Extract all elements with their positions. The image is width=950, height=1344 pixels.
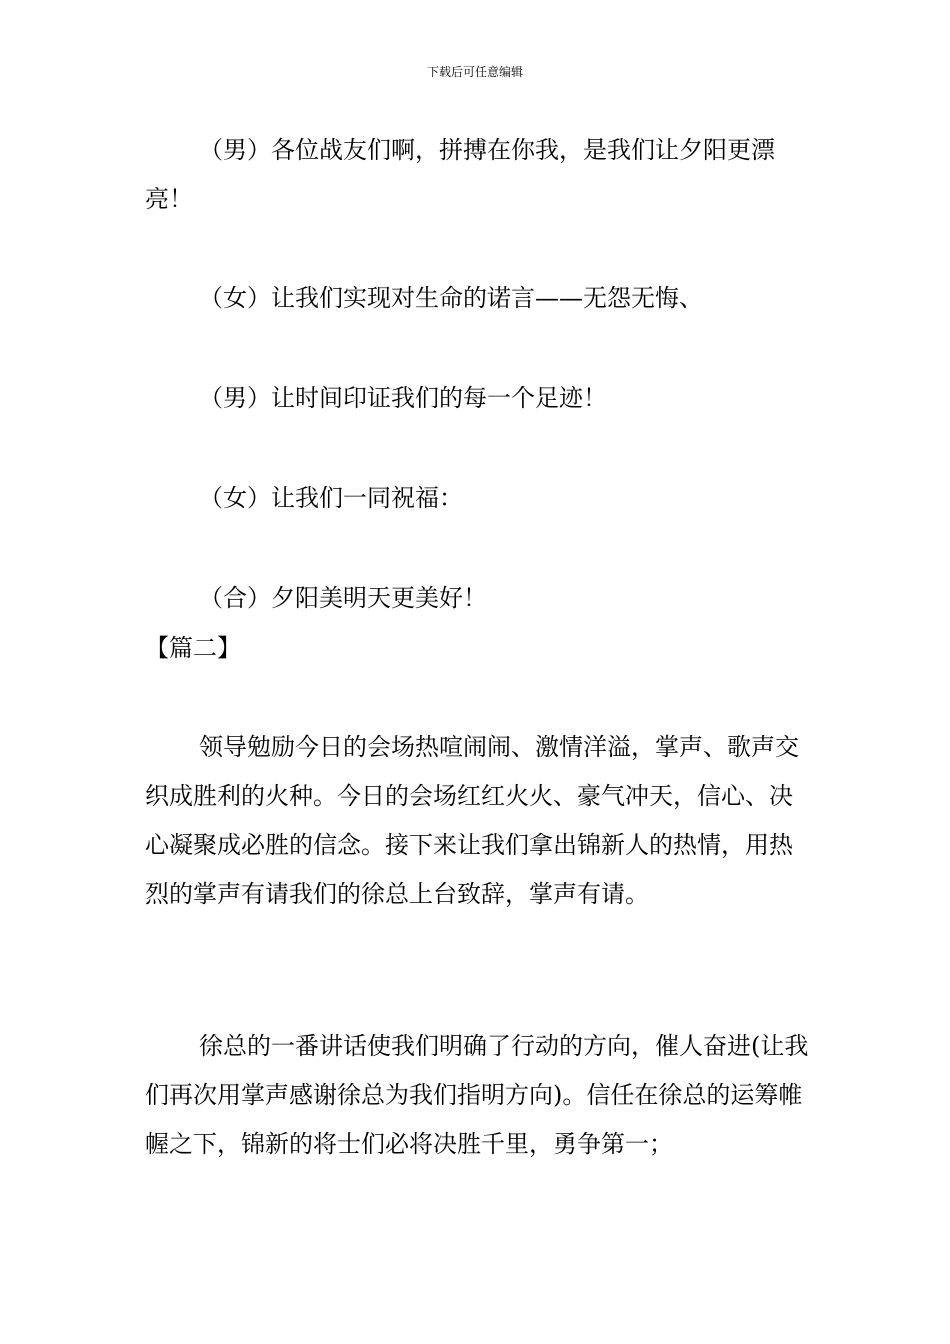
dialogue-line-female-2: （女）让我们一同祝福： <box>199 484 463 512</box>
dialogue-line-together: （合）夕阳美明天更美好！ <box>199 584 487 612</box>
dialogue-line-male-2: （男）让时间印证我们的每一个足迹！ <box>199 384 607 412</box>
section-title: 【篇二】 <box>145 634 241 662</box>
paragraph-xu-speech: 徐总的一番讲话使我们明确了行动的方向，催人奋进(让我们再次用掌声感谢徐总为我们指明方向)。信任在徐总的运筹帷幄之下，锦新的将士们必将决胜千里，勇争第一； <box>145 1032 809 1158</box>
paragraph-leader-speech: 领导勉励今日的会场热喧闹闹、激情洋溢，掌声、歌声交织成胜利的火种。今日的会场红红火火、豪气冲天，信心、决心凝聚成必胜的信念。接下来让我们拿出锦新人的热情，用热烈的掌声有请我们的徐总上台致辞，掌声有请。 <box>145 733 799 908</box>
dialogue-line-male-1: （男）各位战友们啊，拼搏在你我，是我们让夕阳更漂亮！ <box>145 136 775 213</box>
page-header-note: 下载后可任意编辑 <box>426 65 523 79</box>
dialogue-line-female-1: （女）让我们实现对生命的诺言——无怨无悔、 <box>199 284 703 312</box>
